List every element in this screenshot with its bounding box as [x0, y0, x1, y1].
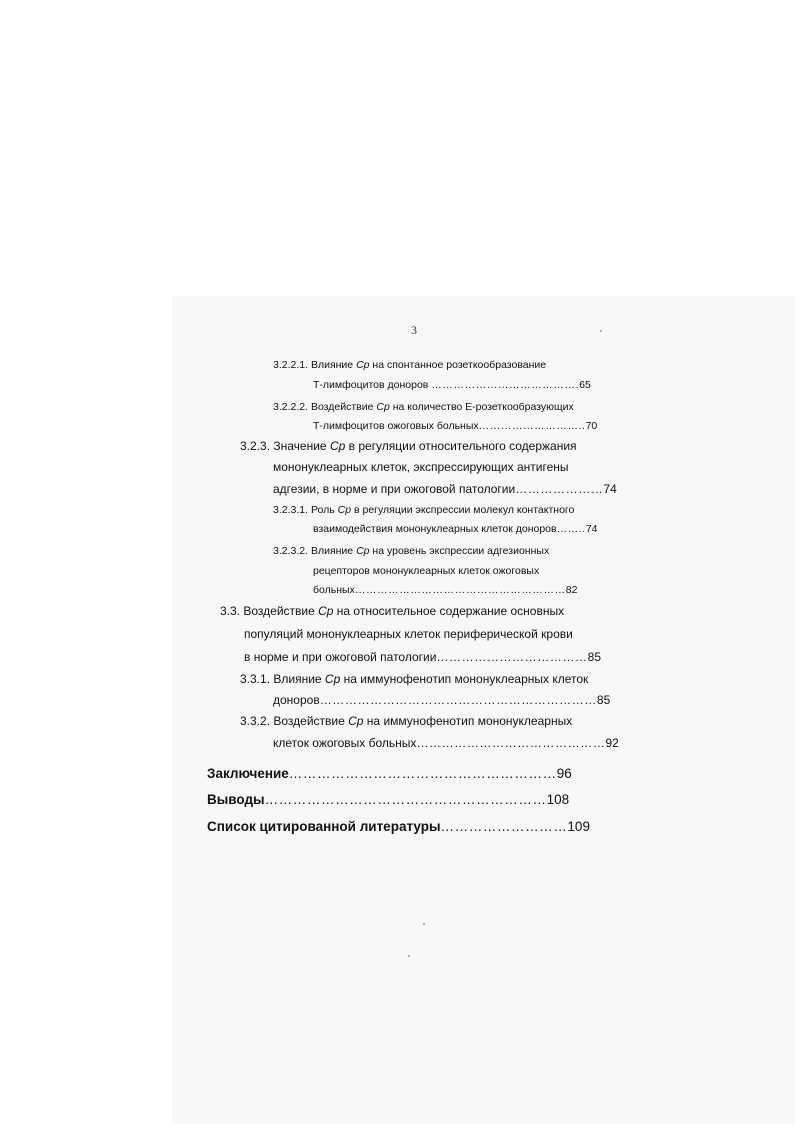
toc-entry-number: 3.3.	[220, 604, 241, 618]
toc-entry-number: 3.3.2.	[240, 714, 271, 728]
toc-entry-references	[207, 820, 590, 834]
toc-entry-3-2-3-1-line2: взаимодействия мононуклеарных клеток доноров……..74	[313, 523, 598, 535]
toc-entry-findings	[207, 793, 569, 807]
toc-entry-conclusion	[207, 767, 572, 781]
leader-dots: ……………………………………………………	[264, 792, 547, 807]
toc-page-ref: 96	[556, 766, 572, 781]
toc-entry-3-3-line3: в норме и при ожоговой патологии………………………………85	[244, 650, 602, 664]
leader-dots: …………………	[515, 482, 604, 496]
leader-dots: ………………………..	[478, 420, 586, 432]
toc-entry-number: 3.2.3.1.	[273, 504, 309, 516]
toc-entry-3-2-3-2-line3: больных…………………………………………………82	[313, 584, 578, 596]
toc-page-ref: 74	[603, 482, 617, 496]
toc-entry-title: Заключение	[207, 766, 289, 781]
toc-page-ref: 109	[567, 819, 590, 834]
toc-entry-3-3-1-line2: доноров…………………………………………………………85	[273, 693, 611, 707]
page-number: 3	[411, 323, 417, 337]
toc-entry-3-3-2-line2: клеток ожоговых больных………………………………………92	[273, 736, 619, 750]
scan-speck	[423, 923, 425, 925]
scan-speck	[600, 330, 602, 332]
toc-entry-3-2-2-1-line2: Т-лимфоцитов доноров ………………………………….65	[313, 379, 591, 391]
toc-entry-3-3-line2: популяций мононуклеарных клеток периферической крови	[244, 627, 573, 641]
toc-entry-title: Выводы	[207, 792, 265, 807]
toc-entry-3-2-3-line3: адгезии, в норме и при ожоговой патологии…………………74	[273, 482, 617, 496]
toc-entry-number: 3.2.3.	[240, 439, 271, 453]
leader-dots: ………………………………….	[431, 379, 580, 391]
toc-page-ref: 85	[596, 693, 611, 707]
toc-entry-3-3-2-line1: 3.3.2. Воздействие Ср на иммунофенотип мононуклеарных	[240, 714, 573, 728]
scan-speck	[408, 955, 410, 957]
toc-entry-3-2-2-1-line1: 3.2.2.1. Влияние Ср на спонтанное розеткообразование	[273, 359, 547, 371]
leader-dots: …………………………………………………………	[319, 693, 597, 707]
toc-page-ref: 74	[585, 523, 598, 535]
toc-page-ref: 85	[587, 650, 602, 664]
leader-dots: ………………………	[440, 819, 568, 834]
toc-page-ref: 65	[579, 379, 591, 391]
toc-entry-3-2-3-line2: мононуклеарных клеток, экспрессирующих антигены	[273, 460, 569, 474]
toc-entry-3-2-3-2-line1: 3.2.3.2. Влияние Ср на уровень экспрессии адгезионных	[273, 545, 550, 557]
toc-entry-3-2-2-2-line1: 3.2.2.2. Воздействие Ср на количество Е-розеткообразующих	[273, 401, 574, 413]
leader-dots: …………………………………………………	[354, 584, 566, 596]
leader-dots: …………………………………………………	[288, 766, 557, 781]
toc-entry-number: 3.2.3.2.	[273, 545, 309, 557]
toc-entry-number: 3.2.2.2.	[273, 401, 309, 413]
toc-page-ref: 70	[585, 420, 598, 432]
toc-page-ref: 108	[546, 792, 570, 807]
toc-entry-number: 3.3.1.	[240, 672, 271, 686]
toc-entry-3-2-3-1-line1: 3.2.3.1. Роль Ср в регуляции экспрессии молекул контактного	[273, 504, 575, 516]
toc-entry-3-3-1-line1: 3.3.1. Влияние Ср на иммунофенотип мононуклеарных клеток	[240, 672, 589, 686]
toc-entry-title: Список цитированной литературы	[207, 819, 441, 834]
toc-page-ref: 82	[565, 584, 578, 596]
toc-entry-3-2-3-line1: 3.2.3. Значение Ср в регуляции относительного содержания	[240, 439, 577, 453]
toc-entry-3-2-2-2-line2: Т-лимфоцитов ожоговых больных………………………..70	[313, 420, 598, 432]
leader-dots: ……..	[556, 523, 586, 535]
leader-dots: ………………………………………	[416, 736, 606, 750]
toc-entry-number: 3.2.2.1.	[273, 359, 309, 371]
leader-dots: ………………………………	[436, 650, 588, 664]
toc-page-ref: 92	[605, 736, 619, 750]
toc-entry-3-3-line1: 3.3. Воздействие Ср на относительное содержание основных	[220, 604, 565, 618]
toc-entry-3-2-3-2-line2: рецепторов мононуклеарных клеток ожоговых	[313, 565, 540, 577]
